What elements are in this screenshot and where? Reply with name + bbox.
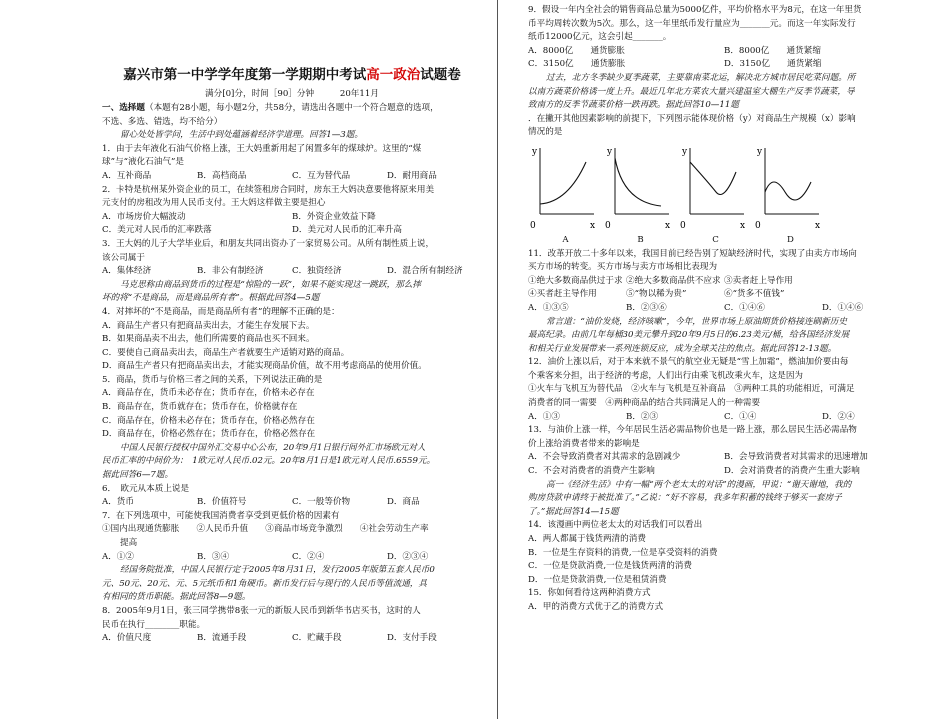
title-subject: 高一政治 (366, 67, 421, 83)
question-line: 12．油价上涨以后，对于本来就不景气的航空业无疑是“雪上加霜”，燃油加价要由每 (528, 357, 849, 368)
x-axis-label: x (740, 220, 746, 231)
answer-option: C．②④ (292, 551, 325, 562)
answer-option: ⑤“物以稀为贵” (626, 289, 687, 300)
question-line: B．一位是生存资料的消费,一位是享受资料的消费 (528, 547, 718, 558)
answer-option: D．②④ (822, 411, 855, 422)
answer-option: B．高档商品 (197, 170, 247, 181)
y-axis-label: y (757, 146, 763, 157)
question-line: C．一位是贷款消费,一位是钱货两清的消费 (528, 561, 692, 572)
answer-option: A．市场房价大幅波动 (102, 211, 186, 222)
answer-option: B．外资企业效益下降 (292, 211, 376, 222)
answer-option: ④买者赶主导作用 (528, 289, 597, 300)
question-line: 11．改革开放二十多年以来，我国目前已经告别了短缺经济时代，实现了由卖方市场向 (528, 248, 857, 259)
question-line: 4．对摔坏的“不是商品，而是商品所有者”的理解不正确的是： (102, 306, 340, 317)
answer-option (822, 288, 920, 302)
question-line: 8．2005年9月1日，张三同学携带8张一元的新版人民币到新华书店买书，这时的人 (102, 605, 421, 616)
answer-options (528, 465, 920, 479)
answer-options (528, 302, 920, 316)
question-line: 和相关行业发展带来一系列连锁反应，成为全球关注的焦点。据此回答12-13题。 (528, 343, 837, 354)
section-header (102, 102, 482, 116)
question-line: D．一位是贷款消费,一位是租赁消费 (528, 574, 667, 585)
origin-label: 0 (605, 220, 611, 231)
answer-option: C．独资经济 (292, 266, 342, 277)
answer-option: B．价值符号 (197, 497, 247, 508)
figure-D (753, 142, 828, 234)
figure-label: A (562, 234, 569, 245)
question-line: 该公司属于 (102, 252, 145, 263)
answer-option: ②绝大多数商品供不应求 (626, 275, 721, 286)
question-line: 情况的是 (528, 127, 563, 138)
curve (690, 162, 736, 195)
answer-option: D．会对消费者的消费产生重大影响 (724, 466, 860, 477)
question-line: A．两人都属于钱货两清的消费 (528, 534, 646, 544)
answer-options (102, 632, 482, 646)
origin-label: 0 (680, 220, 686, 231)
answer-options (528, 45, 920, 59)
question-line: 有相同的货币职能。据此回答8—9题。 (102, 592, 251, 603)
question-line: 纸币12000亿元，这会引起_______。 (528, 32, 672, 43)
answer-options (528, 411, 920, 425)
question-line: 留心处处皆学问，生活中到处蕴涵着经济学道理。回答1—3题。 (120, 130, 363, 141)
answer-option: D．①④⑥ (822, 302, 864, 313)
answer-option: C．互为替代品 (292, 170, 351, 181)
right-questions-bottom (528, 248, 920, 615)
right-questions-top (528, 4, 920, 140)
y-axis-label: y (607, 146, 613, 157)
x-axis-label: x (665, 220, 671, 231)
answer-option: A．①③ (528, 411, 560, 422)
answer-option: C．①④⑥ (724, 302, 765, 313)
answer-option: C．贮藏手段 (292, 633, 342, 644)
answer-option: C．美元对人民币的汇率跌落 (102, 225, 212, 236)
question-line: C．要使自己商品卖出去，商品生产者就要生产适销对路的商品。 (102, 347, 350, 358)
answer-option: A．集体经济 (102, 266, 152, 277)
column-divider (497, 0, 498, 719)
question-line: 元支付的房租改为用人民币支付。王大妈这样做主要是担心 (102, 198, 326, 209)
left-column (102, 64, 482, 646)
curve (765, 182, 811, 200)
answer-option: B．会导致消费者对其需求的迅速增加 (724, 452, 868, 463)
question-line: A．甲的消费方式优于乙的消费方式 (528, 601, 664, 612)
question-line: B．商品存在，货币就存在；货币存在，价格就存在 (102, 402, 298, 413)
answer-options (528, 451, 920, 465)
figure-label: D (787, 234, 794, 245)
figure-labels (528, 234, 920, 248)
question-line: ①火车与飞机互为替代品 ②火车与飞机是互补商品 ③两种工具的功能相近，可满足 (528, 384, 855, 395)
answer-options (528, 275, 920, 289)
y-axis-label: y (532, 146, 538, 157)
answer-option: B．8000亿 通货紧缩 (724, 45, 821, 56)
answer-option: A．货币 (102, 497, 134, 508)
section-title: 一、选择题 (102, 103, 145, 113)
question-line: 民币在执行________职能。 (102, 619, 206, 630)
answer-option: A．不会导致消费者对其需求的急剧减少 (528, 452, 681, 463)
answer-option: B．非公有制经济 (197, 266, 264, 277)
question-line: 中国人民银行授权中国外汇交易中心公布，20年9月1日银行间外汇市场欧元对人 (120, 442, 426, 453)
question-line: 常言道：“油价发烧，经济咳嗽”，今年，世界市场上原油期货价格接连刷新历史 (546, 316, 847, 327)
section-desc-2: 不选、多选、错选，均不给分） (102, 116, 223, 127)
figure-options (528, 142, 920, 234)
answer-option: B．流通手段 (197, 633, 247, 644)
answer-option: C．一般等价物 (292, 497, 351, 508)
answer-option: D．支付手段 (387, 633, 437, 644)
answer-option: D．耐用商品 (387, 170, 437, 181)
question-line: ．在撇开其他因素影响的前提下，下列图示能体现价格（y）对商品生产规模（x）影响 (528, 113, 856, 124)
question-line: ①国内出现通货膨胀 ②人民币升值 ③商品市场竞争激烈 ④社会劳动生产率 (102, 524, 429, 535)
figure-B (603, 142, 678, 234)
question-line: 5．商品，货币与价格三者之间的关系，下列说法正确的是 (102, 374, 323, 385)
question-line: 币平均周转次数为5次。那么，这一年里纸币发行量应为_______元。而这一年实际发行 (528, 18, 856, 29)
figure-label: B (637, 234, 644, 245)
x-axis-label: x (590, 220, 596, 231)
question-line: 以南方蔬菜价格诱一度上升。最近几年北方菜农大量兴建温室大棚生产反季节蔬菜，导 (528, 86, 855, 97)
answer-options (102, 551, 482, 565)
curve (540, 162, 586, 204)
left-questions (102, 129, 482, 646)
question-line: 个乘客来分担，出于经济的考虑，人们出行由乘飞机改乘火车，这是因为 (528, 370, 804, 381)
right-column (528, 4, 920, 615)
answer-option: D．美元对人民币的汇率升高 (292, 225, 403, 236)
answer-options (528, 58, 920, 72)
answer-options (102, 211, 482, 225)
exam-subtitle: 满分[0]分，时间［90］分钟 20年11月 (205, 89, 379, 99)
question-line: A．商品存在，货币未必存在；货币存在，价格未必存在 (102, 388, 315, 399)
figure-label: C (712, 234, 719, 245)
question-line: B．如果商品卖不出去，他们所需要的商品也买不回来。 (102, 334, 315, 345)
question-line: 购房贷款申请终于被批准了。”乙说：“好不容易，我多年积蓄的钱终于够买一套房子 (528, 493, 842, 504)
y-axis-label: y (682, 146, 688, 157)
answer-options (102, 170, 482, 184)
answer-option: ⑥“货多不值钱” (724, 289, 785, 300)
answer-option: D．3150亿 通货紧缩 (724, 59, 822, 70)
curve (615, 158, 661, 206)
origin-label: 0 (530, 220, 536, 231)
answer-option: B．③④ (197, 551, 230, 562)
question-line: 13．与油价上涨一样，今年居民生活必需品物价也是一路上涨，那么居民生活必需品物 (528, 425, 857, 436)
answer-option: D．混合所有制经济 (387, 266, 463, 277)
question-line: C．商品存在，价格未必存在；货币存在，价格必然存在 (102, 415, 315, 426)
question-line: 经国务院批准，中国人民银行定于2005年8月31日，发行2005年版第五套人民币0 (120, 565, 435, 576)
question-line: 马克思称由商品到货币的过程是“惊险的一跃”，如果不能实现这一跳跃，那么摔 (120, 279, 421, 290)
exam-title (102, 64, 482, 86)
answer-option: A．价值尺度 (102, 633, 152, 644)
question-line: 价上涨给消费者带来的影响是 (528, 438, 640, 449)
answer-option: B．②③ (626, 411, 659, 422)
figure-C (678, 142, 753, 234)
question-line: 15．你如何看待这两种消费方式 (528, 588, 651, 599)
question-line: 了。”据此回答14—15题 (528, 506, 619, 517)
question-line: 坏的将“不是商品，而是商品所有者”。根据此回答4—5题 (102, 293, 320, 304)
section-desc: （本题有28小题，每小题2分，共58分，请选出各题中一个符合题意的选项， (144, 103, 439, 113)
question-line: 9．假设一年内全社会的销售商品总量为5000亿件，平均价格水平为8元，在这一年里货 (528, 5, 862, 15)
answer-option (822, 275, 920, 289)
question-line: 据此回答6—7题。 (102, 470, 174, 481)
answer-option: A．①③⑤ (528, 302, 569, 313)
figure-A (528, 142, 603, 234)
question-line: 1．由于去年液化石油气价格上涨，王大妈重新用起了闲置多年的煤球炉。这里的“煤 (102, 143, 422, 154)
question-line: 14．该漫画中两位老太太的对话我们可以看出 (528, 520, 703, 531)
question-line: 2．卡特是杭州某外资企业的员工，在续签租房合同时，房东王大妈决意要他将原来用美 (102, 184, 435, 195)
answer-option: A．①② (102, 551, 134, 562)
question-line: 提高 (120, 538, 138, 548)
answer-option: D．②③④ (387, 551, 429, 562)
question-line: 3．王大妈的儿子大学毕业后，和朋友共同出资办了一家贸易公司。从所有制性质上说， (102, 238, 435, 249)
question-line: D．商品存在，价格必然存在；货币存在，价格必然存在 (102, 429, 316, 440)
question-line: D．商品生产者只有把商品卖出去，才能实现商品价值，故不用考虑商品的使用价值。 (102, 361, 427, 372)
x-axis-label: x (815, 220, 821, 231)
question-line: 元、50元、20元、元、5元纸币和1角硬币。新币发行后与现行的人民币等值流通，具 (102, 578, 427, 589)
question-line: 球”与“液化石油气”是 (102, 157, 184, 168)
title-suffix: 试题卷 (420, 67, 461, 83)
question-line: 高一《经济生活》中有一幅“两个老太太的对话”的漫画，甲说：“谢天谢地，我的 (546, 479, 852, 490)
question-line: 致南方的反季节蔬菜价格一跌再跌。据此回答10—11题 (528, 100, 739, 111)
question-line: 买方市场的转变。买方市场与卖方市场相比表现为 (528, 262, 718, 273)
question-line: 消费者的同一需要 ④两种商品的结合共同满足人的一种需要 (528, 398, 761, 409)
answer-options (102, 265, 482, 279)
title-text: 嘉兴市第一中学学年度第一学期期中考试 (123, 67, 367, 83)
answer-options (102, 224, 482, 238)
answer-option: ③卖者赶上导作用 (724, 275, 793, 286)
answer-option: B．②③⑥ (626, 302, 667, 313)
question-line: 6． 欧元从本质上说是 (102, 483, 190, 494)
answer-option: C．不会对消费者的消费产生影响 (528, 466, 655, 477)
answer-option: C．3150亿 通货膨胀 (528, 59, 626, 70)
question-line: A．商品生产者只有把商品卖出去，才能生存发展下去。 (102, 320, 315, 331)
answer-options (102, 496, 482, 510)
origin-label: 0 (755, 220, 761, 231)
answer-option: C．①④ (724, 411, 757, 422)
answer-options (528, 288, 920, 302)
answer-option: ①绝大多数商品供过于求 (528, 275, 623, 286)
answer-option: D．商品 (387, 497, 420, 508)
question-line: 过去，北方冬季缺少夏季蔬菜，主要靠南菜北运，解决北方城市居民吃菜问题。所 (546, 72, 856, 83)
answer-option: A．8000亿 通货膨胀 (528, 45, 625, 56)
question-line: 民币汇率的中间价为： 1欧元对人民币.02元。20年8月1日是1欧元对人民币.6559元。 (102, 456, 436, 467)
question-line: 最高纪录。由前几年每桶30美元攀升到20年9月5日的6.23美元/桶，给各国经济发展 (528, 330, 850, 341)
answer-option: A．互补商品 (102, 170, 152, 181)
question-line: 7．在下列选项中，可能使我国消费者享受到更低价格的因素有 (102, 510, 340, 521)
